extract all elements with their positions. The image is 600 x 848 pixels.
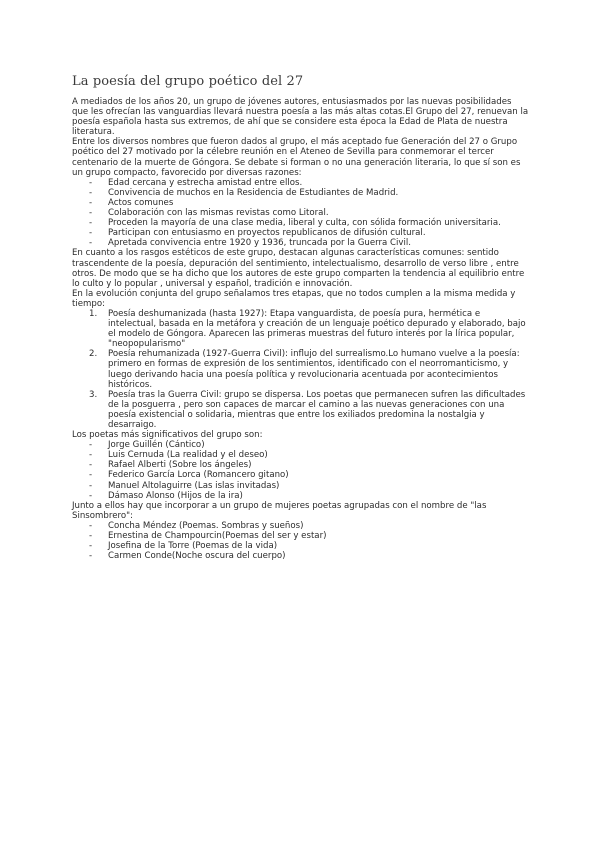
list-item: - Convivencia de muchos en la Residencia de Estudiantes de Madrid.: [89, 187, 399, 198]
bullet-dash: -: [89, 218, 93, 229]
women-poets-list: [72, 521, 530, 561]
list-item: - Proceden la mayoría de una clase media, liberal y culta, con sólida formación universitaria.: [89, 218, 501, 229]
list-item: - Luis Cernuda (La realidad y el deseo): [89, 450, 268, 461]
stage-number: 2.: [89, 349, 98, 360]
list-item: - Dámaso Alonso (Hijos de la ira): [89, 490, 243, 501]
stage-number: 1.: [89, 308, 98, 319]
poets-list: [72, 440, 530, 501]
list-item: 1. Poesía deshumanizada (hasta 1927): Etapa vanguardista, de poesía pura, hermética e intelectual, basada en la metáfora y creación de un lenguaje poético depurado y elaborado, bajo el modelo de Góngora. Aparecen las primeras muestras del futuro interés por la lírica popular, "neopopularismo": [89, 308, 526, 350]
list-item: - Carmen Conde(Noche oscura del cuerpo): [89, 551, 286, 562]
women-intro: Junto a ellos hay que incorporar a un grupo de mujeres poetas agrupadas con el nombre de "las Sinsombrero":: [72, 500, 487, 521]
list-item: - Colaboración con las mismas revistas como Litoral.: [89, 208, 329, 219]
traits-paragraph: En cuanto a los rasgos estéticos de este grupo, destacan algunas características comunes: sentido trascendente de la poesía, depuración del sentimiento, intelectualismo, desarrollo de verso libre , entre otros. De modo que se ha dicho que los autores de este grupo comparten la tendencia al equilibrio entre lo culto y lo popular , universal y español, tradición e innovación.: [72, 248, 525, 289]
bullet-dash: -: [89, 228, 93, 239]
bullet-dash: -: [89, 238, 93, 249]
reasons-list: [72, 178, 530, 249]
bullet-dash: -: [89, 480, 93, 491]
list-item: - Rafael Alberti (Sobre los ángeles): [89, 460, 252, 471]
list-item: - Jorge Guillén (Cántico): [89, 440, 205, 451]
intro-paragraph-2: Entre los diversos nombres que fueron dados al grupo, el más aceptado fue Generación del 27 o Grupo poético del 27 motivado por la célebre reunión en el Ateneo de Sevilla para conmemorar el tercer centenario de la muerte de Góngora. Se debate si forman o no una generación literaria, lo que sí son es un grupo compacto, favorecido por diversas razones:: [72, 137, 521, 178]
bullet-dash: -: [89, 197, 93, 208]
stages-list: [72, 309, 530, 430]
list-item: 2. Poesía rehumanizada (1927-Guerra Civil): influjo del surrealismo.Lo humano vuelve a la poesía: primero en formas de expresión de los sentimientos, identificado con el neorromanticismo, y luego derivando hacia una poesía política y revolucionaria acentuada por acontecimientos históricos.: [89, 349, 520, 390]
bullet-dash: -: [89, 520, 93, 531]
document-body: [72, 97, 530, 561]
page-title: La poesía del grupo poético del 27: [72, 74, 304, 89]
list-item: - Federico García Lorca (Romancero gitano): [89, 470, 289, 481]
list-item: - Edad cercana y estrecha amistad entre ellos.: [89, 177, 303, 188]
bullet-dash: -: [89, 490, 93, 501]
list-item: - Participan con entusiasmo en proyectos republicanos de difusión cultural.: [89, 228, 426, 239]
bullet-dash: -: [89, 440, 93, 451]
bullet-dash: -: [89, 187, 93, 198]
list-item: 3. Poesía tras la Guerra Civil: grupo se dispersa. Los poetas que permanecen sufren las dificultades de la posguerra , pero son capaces de marcar el camino a las nuevas generaciones con una poesía existencial o solidaria, mientras que entre los exiliados predomina la nostalgia y desarraigo.: [89, 389, 526, 430]
bullet-dash: -: [89, 470, 93, 481]
bullet-dash: -: [89, 551, 93, 562]
intro-paragraph-1: A mediados de los años 20, un grupo de jóvenes autores, entusiasmados por las nuevas posibilidades que les ofrecían las vanguardias llevará nuestra poesía a las más altas cotas.El Grupo del 27, renuevan la poesía española hasta sus extremos, de ahí que se considere esta época la Edad de Plata de nuestra literatura.: [72, 97, 529, 138]
list-item: - Manuel Altolaguirre (Las islas invitadas): [89, 480, 280, 491]
list-item: - Apretada convivencia entre 1920 y 1936, truncada por la Guerra Civil.: [89, 238, 411, 249]
bullet-dash: -: [89, 531, 93, 542]
list-item: - Actos comunes: [89, 197, 174, 208]
bullet-dash: -: [89, 541, 93, 552]
bullet-dash: -: [89, 460, 93, 471]
bullet-dash: -: [89, 177, 93, 188]
poets-intro: Los poetas más significativos del grupo son:: [72, 430, 263, 441]
list-item: - Ernestina de Champourcin(Poemas del ser y estar): [89, 531, 327, 542]
bullet-dash: -: [89, 450, 93, 461]
bullet-dash: -: [89, 208, 93, 219]
stage-number: 3.: [89, 389, 98, 400]
list-item: - Concha Méndez (Poemas. Sombras y sueños): [89, 520, 304, 531]
list-item: - Josefina de la Torre (Poemas de la vida): [89, 541, 278, 552]
stages-intro: En la evolución conjunta del grupo señalamos tres etapas, que no todos cumplen a la misma medida y tiempo:: [72, 288, 516, 309]
